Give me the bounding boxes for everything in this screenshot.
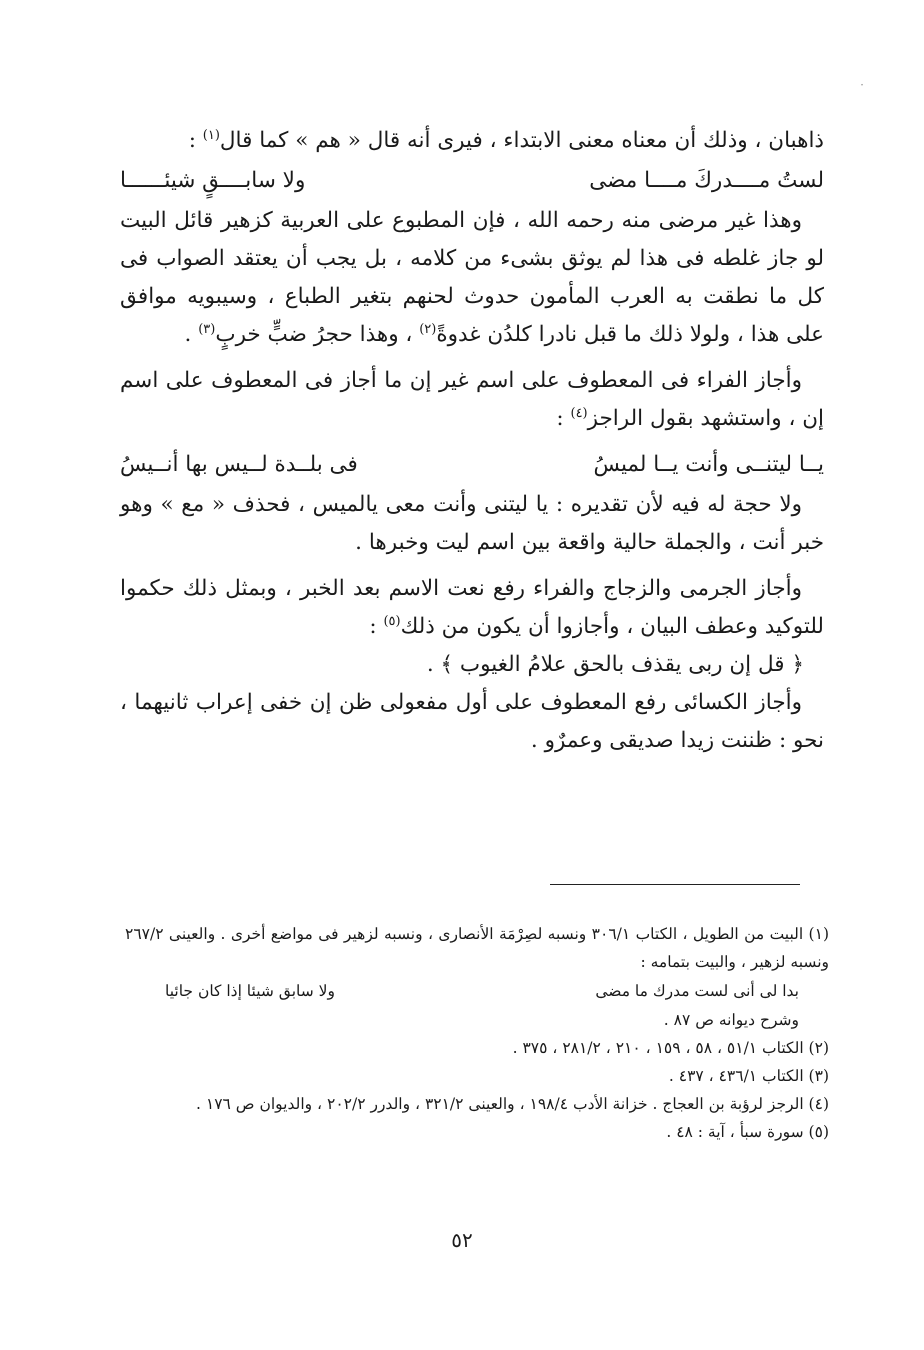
footnote-5: (٥) سورة سبأ ، آية : ٤٨ . (666, 1123, 829, 1141)
footnote-ref-4[interactable]: (٤) (570, 405, 588, 421)
footnote-ref-2[interactable]: (٢) (419, 321, 437, 337)
paragraph-1: ذاهبان ، وذلك أن معناه معنى الابتداء ، فيرى أنه قال « هم » كما قال$^{(١)}$ : (188, 127, 824, 153)
paragraph-3: وأجاز الفراء فى المعطوف على اسم غير إن ما أجاز فى المعطوف على اسم إن ، واستشهد بقول الراجز$^{(٤)}$ : (120, 368, 824, 431)
verse-2 (120, 444, 824, 486)
page-number: ٥٢ (451, 1228, 473, 1252)
verse-1-second-hemistich: ولا سابــــقٍ شيئــــــا (120, 168, 306, 193)
paragraph-4: ولا حجة له فيه لأن تقديره : يا ليتنى وأنت معى يالميس ، فحذف « مع » وهو خبر أنت ، والجملة حالية واقعة بين اسم ليت وخبرها . (120, 492, 824, 555)
paragraph-2: وهذا غير مرضى منه رحمه الله ، فإن المطبوع على العربية كزهير قائل البيت لو جاز غلطه فى هذا لم يوثق بشىء من كلامه ، بل يجب أن يعتقد الصواب فى كل ما نطقت به العرب المأمون حدوث لحنهم بتغير الطباع ، وسيبويه موافق على هذا ، ولولا ذلك ما قبل نادرا كلدُن غدوةً$^{(٢)}$ ، وهذا حجرُ ضبٍّ خربٍ$^{(٣)}$ . (120, 208, 824, 347)
footnotes (125, 920, 829, 1146)
footnote-4: (٤) الرجز لرؤبة بن العجاج . خزانة الأدب ١٩٨/٤ ، والعينى ٣٢١/٢ ، والدرر ٢٠٢/٢ ، والديوان ص ١٧٦ . (196, 1095, 829, 1113)
footnote-1-verse-second: ولا سابق شيئا إذا كان جائيا (165, 982, 335, 1000)
footnote-3: (٣) الكتاب ٤٣٦/١ ، ٤٣٧ . (668, 1067, 829, 1085)
corner-mark: · (860, 78, 864, 92)
footnote-separator (550, 884, 800, 885)
footnote-1-continuation: وشرح ديوانه ص ٨٧ . (663, 1011, 799, 1029)
footnote-ref-3[interactable]: (٣) (198, 321, 216, 337)
verse-1-first-hemistich: لستُ مــــدركَ مــــا مضى (589, 168, 824, 193)
verse-2-first-hemistich: يــا ليتنــى وأنت يــا لميسُ (593, 452, 824, 477)
footnote-2: (٢) الكتاب ٥١/١ ، ٥٨ ، ١٥٩ ، ٢١٠ ، ٢٨١/٢ ، ٣٧٥ . (512, 1039, 829, 1057)
quran-quote: ﴿ قل إن ربى يقذف بالحق علامُ الغيوب ﴾ . (426, 652, 804, 677)
footnote-1-verse (125, 976, 829, 1006)
paragraph-6: وأجاز الكسائى رفع المعطوف على أول مفعولى ظن إن خفى إعراب ثانيهما ، نحو : ظننت زيدا صديقى وعمرٌو . (120, 690, 824, 753)
main-text (120, 122, 824, 760)
footnote-ref-5[interactable]: (٥) (383, 613, 401, 629)
footnote-1-verse-first: بدا لى أنى لست مدرك ما مضى (595, 982, 799, 1000)
paragraph-5: وأجاز الجرمى والزجاج والفراء رفع نعت الاسم بعد الخبر ، وبمثل ذلك حكموا للتوكيد وعطف البيان ، وأجازوا أن يكون من ذلك$^{(٥)}$ : (120, 576, 824, 639)
verse-1 (120, 160, 824, 202)
verse-2-second-hemistich: فى بلــدة لــيس بها أنــيسُ (120, 452, 358, 477)
footnote-ref-1[interactable]: (١) (202, 127, 220, 143)
footnote-1: (١) البيت من الطويل ، الكتاب ٣٠٦/١ ونسبه لصِرْمَة الأنصارى ، ونسبه لزهير فى مواضع أخرى . والعينى ٢٦٧/٢ ونسبه لزهير ، والبيت بتمامه : (125, 925, 829, 971)
